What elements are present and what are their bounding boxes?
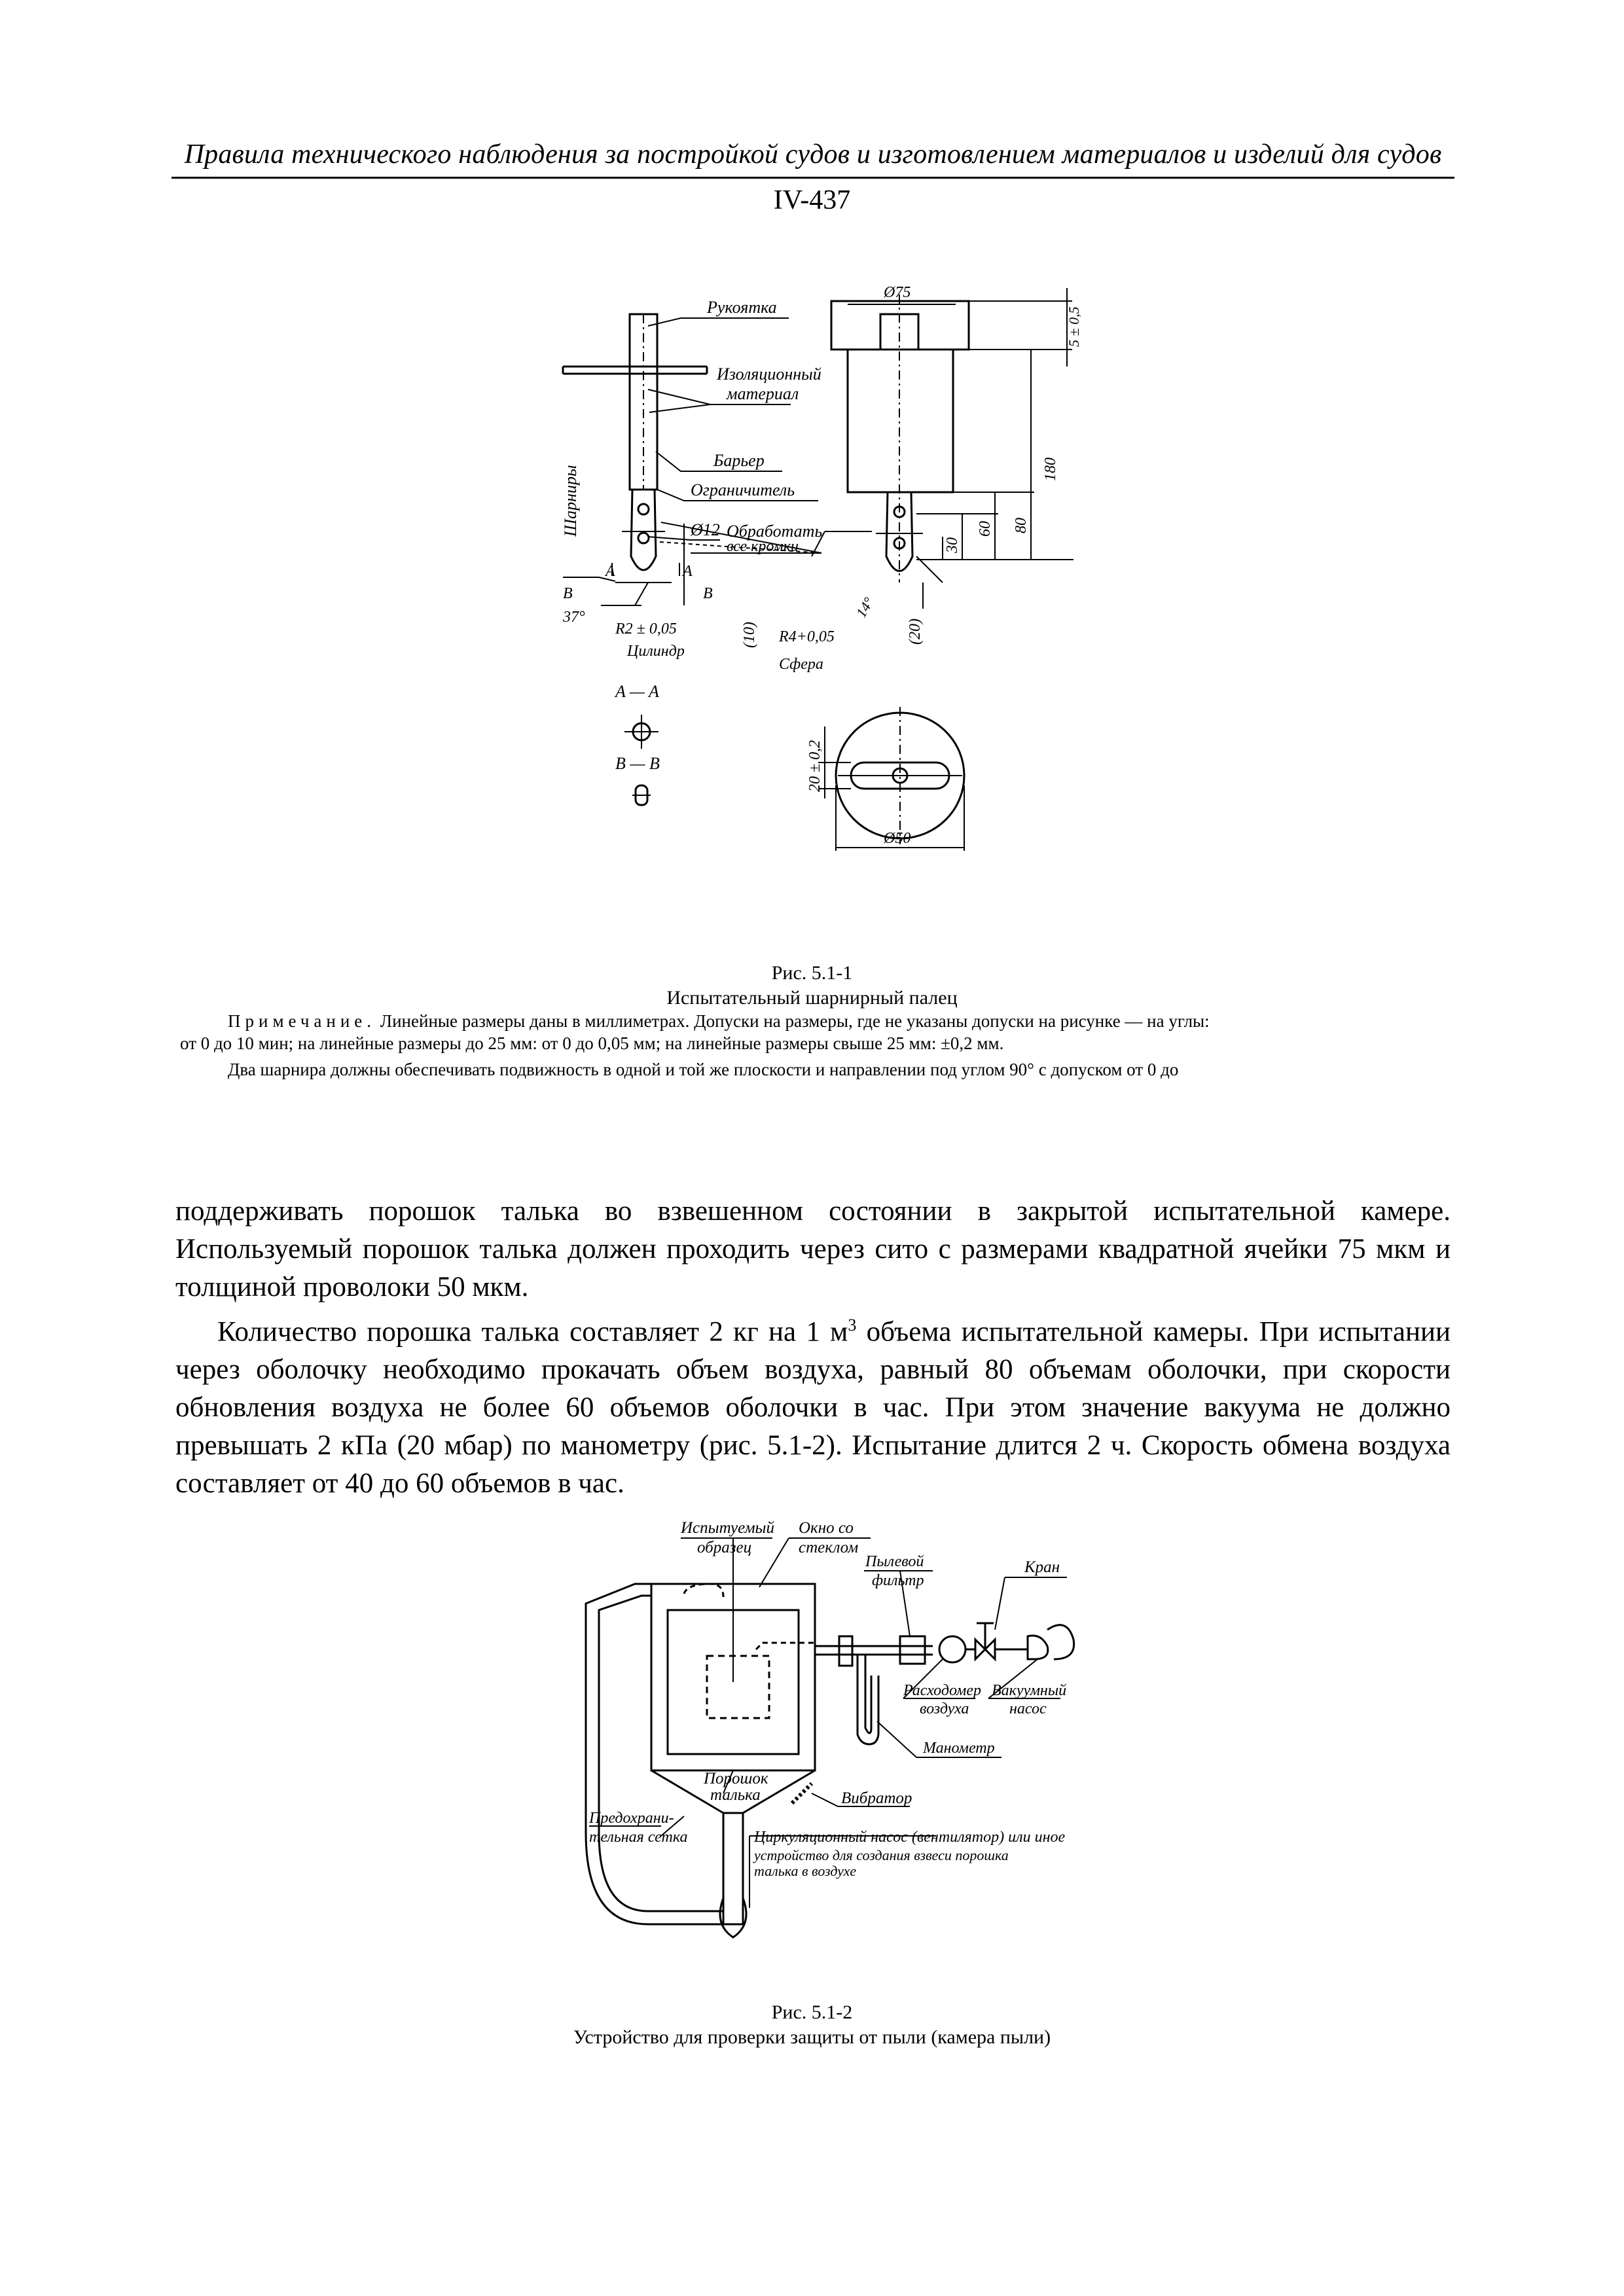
label-powder-2: талька [710, 1786, 761, 1804]
label-sample-1: Испытуемый [681, 1519, 774, 1537]
label-limiter: Ограничитель [691, 480, 795, 499]
label-dim-10: (10) [741, 622, 758, 648]
label-pump-2: насос [1009, 1700, 1047, 1717]
label-filter-2: фильтр [872, 1572, 924, 1589]
label-r2: R2 ± 0,05 [615, 620, 677, 637]
label-angle-37: 37° [563, 609, 585, 626]
label-dim-80: 80 [1013, 518, 1030, 533]
label-circ-2: устройство для создания взвеси порошка [754, 1847, 1009, 1863]
figure2-caption-number: Рис. 5.1-2 [771, 2001, 853, 2023]
label-sample-2: образец [697, 1539, 752, 1556]
label-barrier: Барьер [713, 451, 765, 470]
label-process-1: Обработать [727, 522, 823, 541]
label-flowmeter-1: Расходомер [903, 1682, 982, 1699]
label-filter-1: Пылевой [865, 1553, 924, 1570]
note-label: Примечание. [228, 1011, 376, 1031]
running-header: Правила технического наблюдения за постройкой судов и изготовлением материалов и изделий для судов [184, 139, 1442, 170]
page-number: IV-437 [773, 185, 851, 215]
label-process-2: все кромки [727, 538, 799, 555]
label-hinges: Шарниры [561, 465, 580, 537]
label-section-bb: B — B [615, 754, 660, 773]
label-window-2: стеклом [799, 1539, 859, 1556]
label-dim-20: (20) [907, 619, 924, 645]
label-a-left: A [605, 563, 615, 580]
label-sphere: Сфера [779, 656, 823, 673]
label-diam12: Ø12 [691, 520, 720, 539]
label-window-1: Окно со [799, 1519, 854, 1537]
body-text [175, 1193, 1451, 1503]
label-cylinder: Цилиндр [627, 643, 685, 660]
label-dim-5: 5 ± 0,5 [1066, 306, 1082, 347]
label-insulation-1: Изоляционный [717, 365, 821, 384]
label-circ-1: Циркуляционный насос (вентилятор) или иное [754, 1829, 1066, 1846]
paragraph-1: поддерживать порошок талька во взвешенном состоянии в закрытой испытательной камере. Используемый порошок талька должен проходить через сито с размерами квадратной ячейки 75 мкм и толщиной проволоки 50 мкм. [175, 1196, 1451, 1302]
figure-dust-chamber [569, 1518, 1172, 1950]
figure-test-finger [550, 275, 1087, 851]
label-handle: Рукоятка [707, 298, 777, 317]
label-pump-1: Вакуумный [992, 1682, 1067, 1699]
label-a-right: A [683, 563, 693, 580]
label-diam50: Ø50 [884, 830, 911, 847]
label-circ-3: талька в воздухе [754, 1863, 857, 1879]
figure1-note-line3: Два шарнира должны обеспечивать подвижность в одной и той же плоскости и направлении под углом 90° с допуском от 0 до [228, 1060, 1179, 1079]
label-dim-20-02: 20 ± 0,2 [806, 740, 823, 792]
figure1-caption-title: Испытательный шарнирный палец [666, 987, 958, 1009]
label-screen-2: тельная сетка [589, 1829, 688, 1846]
figure2-caption-title: Устройство для проверки защиты от пыли (камера пыли) [573, 2026, 1051, 2048]
label-dim-30: 30 [944, 537, 961, 553]
label-b-left: B [563, 585, 573, 602]
figure1-note-line2: от 0 до 10 мин; на линейные размеры до 25 мм: от 0 до 0,05 мм; на линейные размеры свыше 25 мм: ±0,2 мм. [180, 1033, 1004, 1053]
label-r4: R4+0,05 [779, 628, 835, 645]
label-manometer: Манометр [923, 1740, 995, 1757]
label-angle-14: 14° [852, 594, 877, 620]
label-section-aa: A — A [615, 682, 659, 701]
label-screen-1: Предохрани- [589, 1810, 674, 1827]
label-dim-180: 180 [1042, 457, 1059, 481]
label-flowmeter-2: воздуха [920, 1700, 969, 1717]
paragraph-2: Количество порошка талька составляет 2 кг на 1 $м^3$ объема испытательной камеры. При испытании через оболочку необходимо прокачать объем воздуха, равный 80 объемам оболочки, при скорости обновления воздуха не более 60 объемов оболочки в час. При этом значение вакуума не должно превышать 2 кПа (20 мбар) по манометру (рис. 5.1-2). Испытание длится 2 ч. Скорость обмена воздуха составляет от 40 до 60 объемов в час. [175, 1316, 1451, 1499]
label-insulation-2: материал [727, 384, 799, 403]
label-dim-60: 60 [977, 521, 994, 537]
figure1-caption-number: Рис. 5.1-1 [771, 962, 853, 984]
label-diam75: Ø75 [884, 284, 911, 301]
label-valve: Кран [1024, 1558, 1060, 1576]
label-b-right: B [703, 585, 713, 602]
figure1-note-line1: Примечание. Линейные размеры даны в миллиметрах. Допуски на размеры, где не указаны допуски на рисунке — на углы: [228, 1011, 1210, 1031]
header-rule [171, 177, 1454, 179]
label-powder-1: Порошок [704, 1770, 768, 1787]
label-vibrator: Вибратор [841, 1789, 912, 1807]
